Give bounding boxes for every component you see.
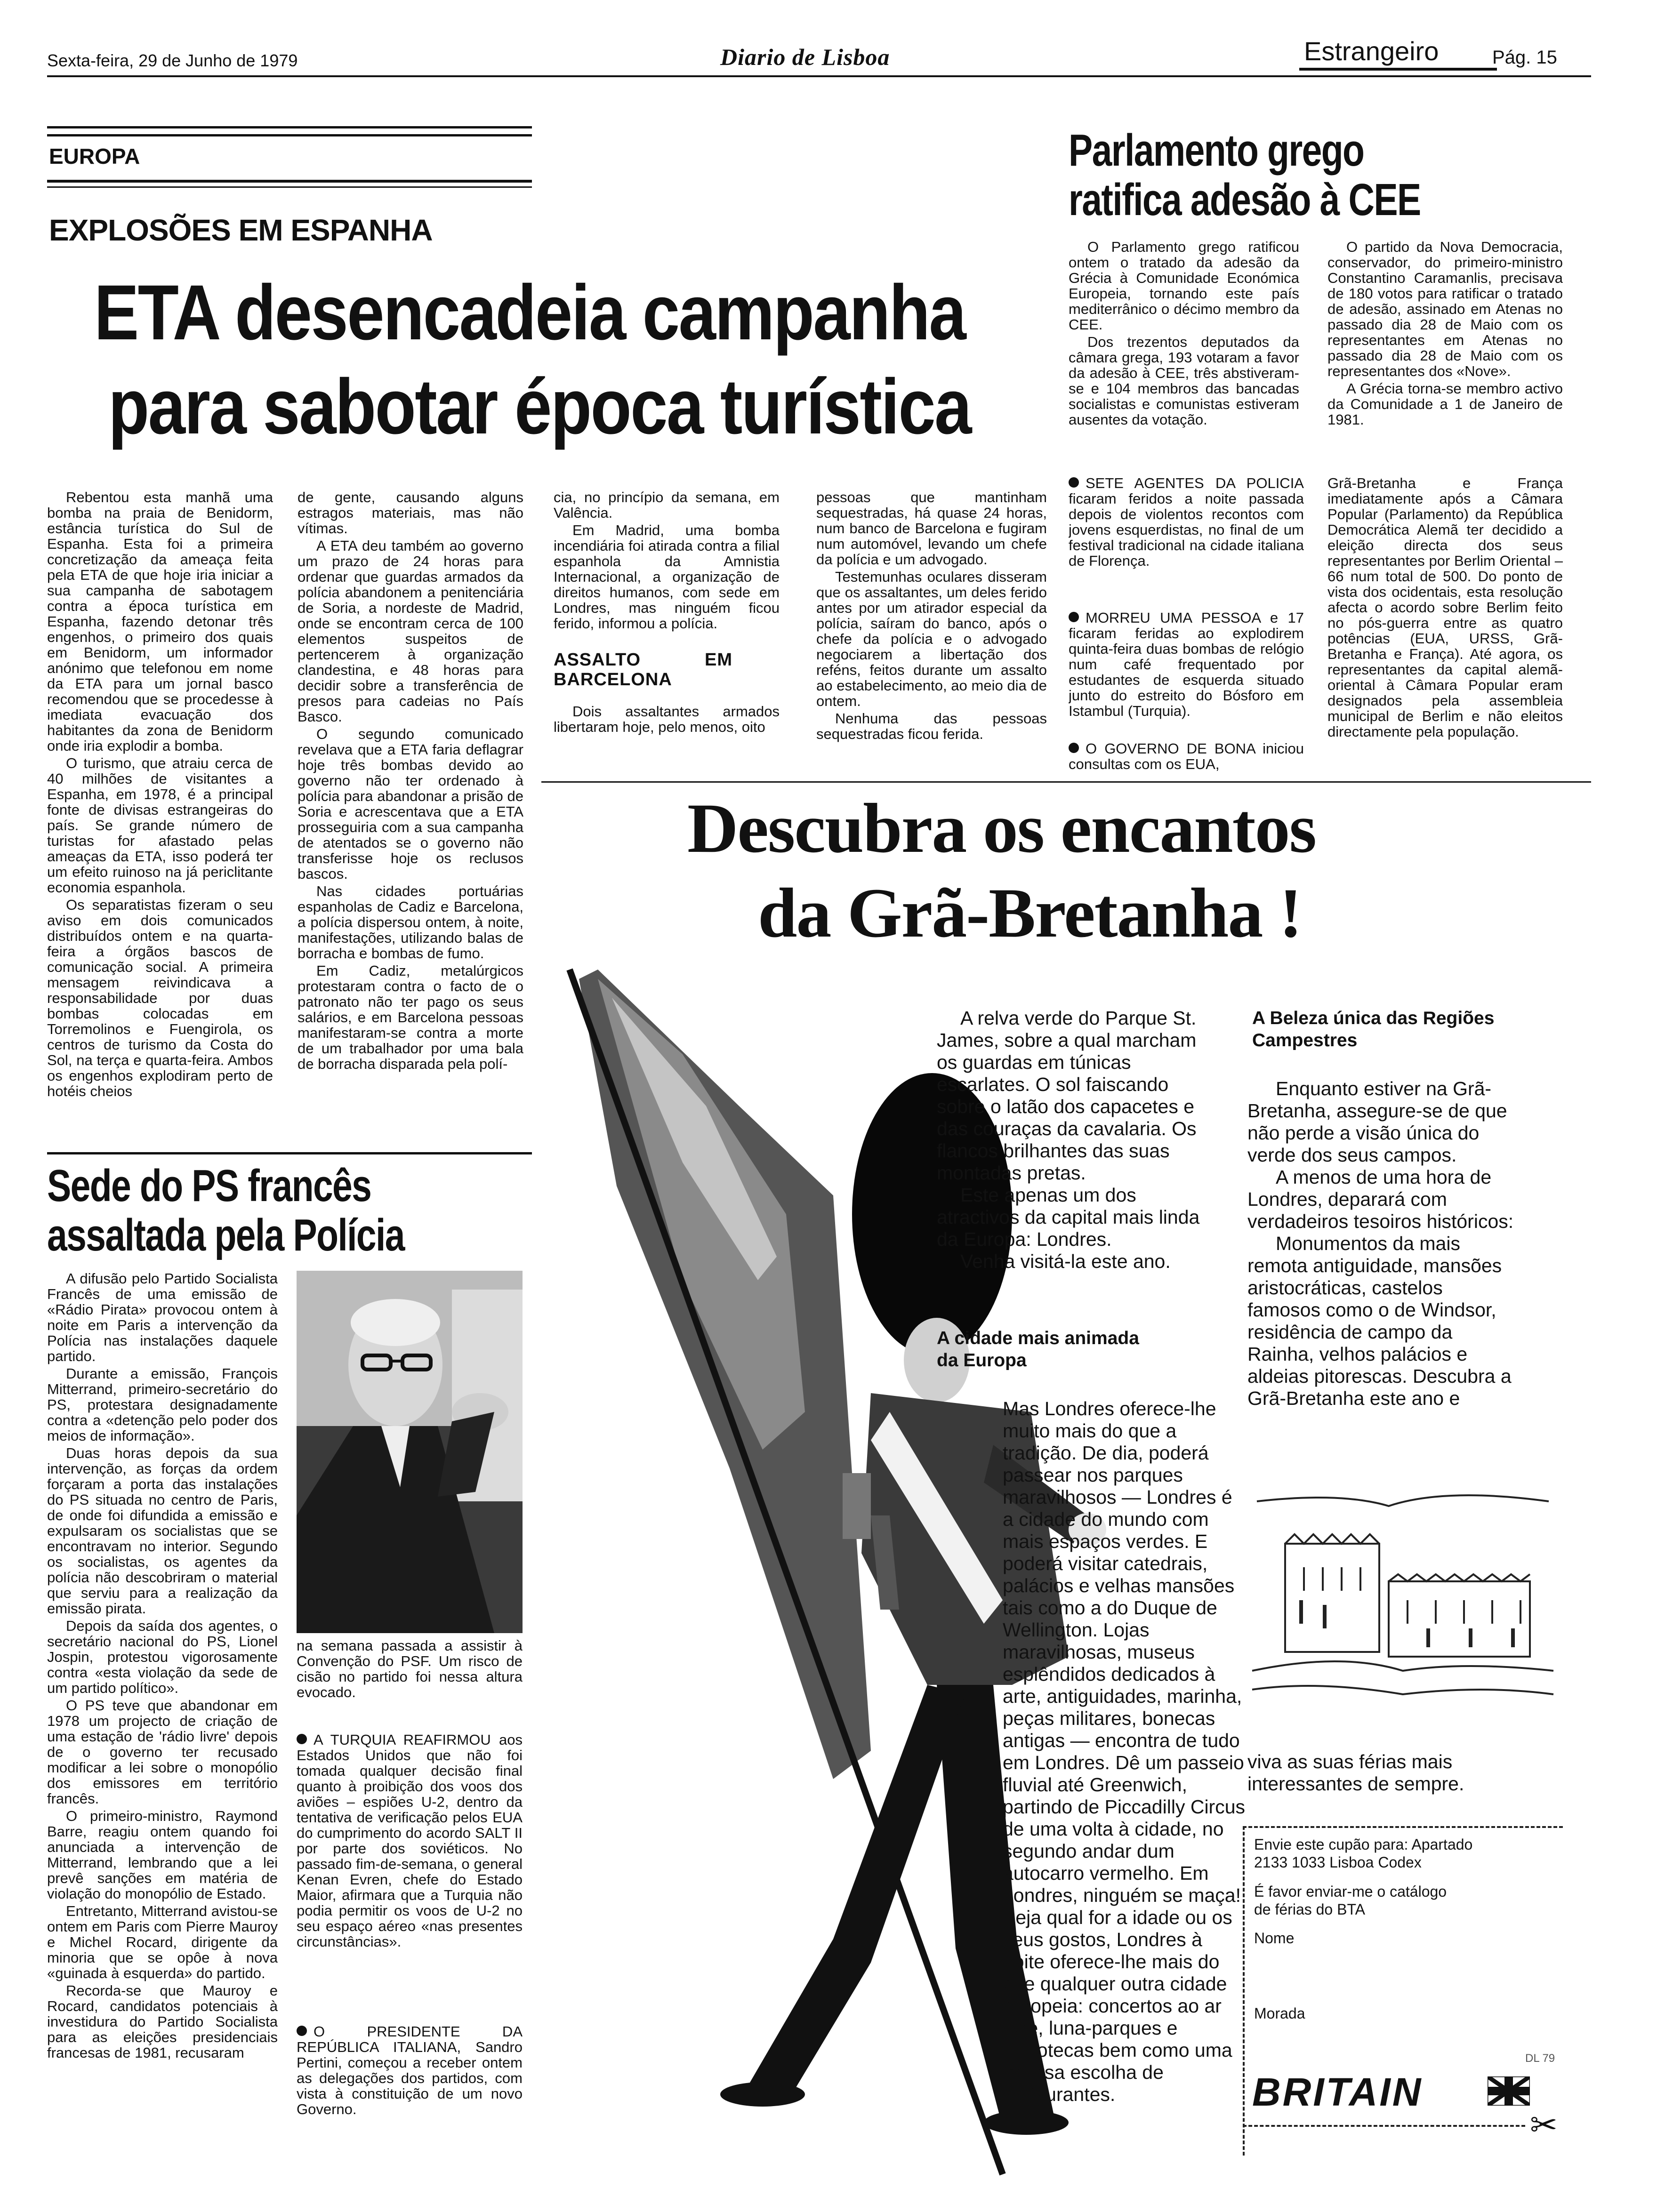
- brief-bona: [1069, 741, 1304, 774]
- britain-logo-text: BRITAIN: [1252, 2070, 1423, 2114]
- britain-logo: [1252, 2071, 1544, 2113]
- paragraph: Os separatistas fizeram o seu aviso em dois comunicados distribuídos ontem e na quarta-feira a órgãos bascos de comunicação social. A primeira mensagem reivindicava a responsabilidade por duas bombas colocadas em Torremolinos e Fuengirola, os centros de turismo da Costa do Sol, na terça e quarta-feira. Ambos os engenhos explodiram perto de hotéis cheios: [47, 897, 273, 1099]
- masthead-section: Estrangeiro: [1304, 36, 1439, 66]
- paragraph: Duas horas depois da sua intervenção, as forças da ordem forçaram a porta das instalações do PS situada no centro de Paris, de onde foi difundida a emissão e expulsaram os socialistas que se encontravam no interior. Segundo os socialistas, os agentes da polícia não descobriram o material que serviu para a realização da emissão pirata.: [47, 1445, 278, 1617]
- paragraph: cia, no princípio da semana, em Valência.: [554, 489, 780, 521]
- coupon-address: Envie este cupão para: Apartado 2133 1033 Lisboa Codex: [1254, 1836, 1473, 1871]
- brief-text: SETE AGENTES DA POLICIA ficaram feridos a noite passada depois de violentos recontos com jovens esquerdistas, no final de um festival tradicional na cidade italiana de Florença.: [1069, 475, 1304, 569]
- paragraph: Grã-Bretanha e França imediatamente após a Câmara Popular (Parlamento) da República Democrática Alemã ter decidido a eleição directa dos seus representantes por Berlim Oriental – 66 num total de 500. Do ponto de vista dos ocidentais, esta resolução afecta o acordo sobre Berlim feito no pós-guerra entre as quatro potências (EUA, URSS, Grã-Bretanha e França). Até agora, os representantes da capital alemã-oriental à Câmara Popular eram designados pela assembleia municipal de Berlim e não eleitos directamente pela população.: [1327, 475, 1563, 740]
- paragraph: A Grécia torna-se membro activo da Comunidade a 1 de Janeiro de 1981.: [1327, 380, 1563, 428]
- paragraph: Este apenas um dos atractivos da capital mais linda da Europa: Londres.: [937, 1184, 1200, 1250]
- ad-headline-line2: da Grã-Bretanha !: [758, 874, 1302, 952]
- mitterrand-portrait-illustration: [297, 1271, 523, 1633]
- subheading-assalto: ASSALTO EM BARCELONA: [554, 650, 732, 689]
- coupon-left-border: [1243, 1826, 1245, 2156]
- paragraph: A difusão pelo Partido Socialista Francês de uma emissão de «Rádio Pirata» provocou ontem à noite em Paris a intervenção da Polícia nas instalações daquele partido.: [47, 1271, 278, 1364]
- europa-kicker: EXPLOSÕES EM ESPANHA: [49, 213, 433, 247]
- paragraph: O segundo comunicado revelava que a ETA faria deflagrar hoje três bombas devido ao governo não ter ordenado à polícia para abandonar a prisão de Soria e acrescentava que a ETA prosseguiria com a sua campanha de atentados se o governo não transferisse hoje os reclusos bascos.: [298, 726, 523, 882]
- paragraph: Depois da saída dos agentes, o secretário nacional do PS, Lionel Jospin, protestou vigorosamente contra «esta violação da sede de um partido político».: [47, 1618, 278, 1696]
- europa-label: EUROPA: [49, 144, 140, 168]
- coupon: [1243, 1826, 1572, 2203]
- paragraph: Recorda-se que Mauroy e Rocard, candidatos potenciais à investidura do Partido Socialista para as eleições presidenciais francesas de 1981, recusaram: [47, 1982, 278, 2061]
- ad-intro-text: [937, 1007, 1219, 1273]
- brief-presidente: [297, 2024, 523, 2141]
- paragraph: Nenhuma das pessoas sequestradas ficou ferida.: [816, 710, 1047, 742]
- grego-headline-line2: ratifica adesão à CEE: [1069, 175, 1421, 225]
- europa-label-rule-2: [47, 186, 532, 188]
- brief-sete-agentes: [1069, 475, 1304, 602]
- paragraph: Nas cidades portuárias espanholas de Cadiz e Barcelona, a polícia dispersou ontem, à noite, manifestações, utilizando balas de borracha e bombas de fumo.: [298, 883, 523, 962]
- paragraph: Dois assaltantes armados libertaram hoje, pelo menos, oito: [554, 703, 780, 735]
- paragraph: Em Madrid, uma bomba incendiária foi atirada contra a filial espanhola da Amnistia Internacional, a organização de direitos humanos, com sede em Londres, mas ninguém ficou ferido, informou a polícia.: [554, 522, 780, 632]
- grego-column-1: [1069, 239, 1299, 503]
- bullet-icon: [1069, 612, 1079, 622]
- europa-headline-line1: ETA desencadeia campanha: [94, 269, 965, 356]
- bullet-icon: [297, 2026, 307, 2036]
- paragraph: O PS teve que abandonar em 1978 um projecto de criação de uma estação de 'rádio livre' depois de o governo ter recusado modificar a lei sobre o monopólio dos emissores em território francês.: [47, 1697, 278, 1807]
- ps-headline-line1: Sede do PS francês: [47, 1161, 371, 1211]
- ad-subheading-campestres: A Beleza única das Regiões Campestres: [1252, 1008, 1495, 1050]
- ad-closing-text: viva as suas férias mais interessantes de sempre.: [1247, 1751, 1464, 1795]
- masthead-paper-name: Diario de Lisboa: [720, 44, 890, 70]
- europa-headline-line2: para sabotar época turística: [108, 363, 971, 450]
- coupon-name-label: Nome: [1254, 1930, 1295, 1947]
- europa-top-rule: [47, 126, 532, 128]
- masthead-date: Sexta-feira, 29 de Junho de 1979: [47, 51, 298, 70]
- europa-column-4: [816, 489, 1047, 762]
- coupon-morada-label: Morada: [1254, 2005, 1305, 2022]
- paragraph: Rebentou esta manhã uma bomba na praia de Benidorm, estância turística do Sul de Espanha. Esta foi a primeira concretização da ameaça feita pela ETA de que hoje iria iniciar a sua campanha de sabotagem contra a época turística em Espanha, fazendo detonar três engenhos, o primeiro dos quais em Benidorm, um informador anónimo que telefonou em nome da ETA para um jornal basco recomendou que se procedesse à imediata evacuação dos habitantes da zona de Benidorm onde iria explodir a bomba.: [47, 489, 273, 754]
- photo-caption: [297, 1638, 523, 1723]
- caption-text: na semana passada a assistir à Convenção do PSF. Um risco de cisão no partido foi nessa altura evocado.: [297, 1638, 523, 1700]
- paragraph: Entretanto, Mitterrand avistou-se ontem em Paris com Pierre Mauroy e Michel Rocard, dirigente da minoria que se opôe à nova «guinada à esquerda» do partido.: [47, 1903, 278, 1981]
- ad-headline-line1: Descubra os encantos: [687, 789, 1316, 867]
- paragraph: O primeiro-ministro, Raymond Barre, reagiu ontem quando foi anunciada a intervenção de Mitterrand, lembrando que a lei prevê sanções em matéria de violação do monopólio de Estado.: [47, 1808, 278, 1902]
- coupon-top-border: [1243, 1826, 1563, 1828]
- ad-top-rule: [541, 781, 1591, 783]
- paragraph: Dos trezentos deputados da câmara grega, 193 votaram a favor da adesão à CEE, três abstiveram-se e 104 membros das bancadas socialistas e comunistas estiveram ausentes da votação.: [1069, 334, 1299, 428]
- coupon-bottom-border: [1243, 2125, 1525, 2127]
- paragraph: Mas Londres oferece-lhe muito mais do que a tradição. De dia, poderá passear nos parques maravilhosos — Londres é a cidade do mundo com mais espaços verdes. E poderá visitar catedrais, palácios e velhas mansões tais como a do Duque de Wellington. Lojas maravilhosas, museus esplêndidos dedicados à arte, antiguidades, marinha, peças militares, bonecas antigas — encontra de tudo em Londres. Dê um passeio fluvial até Greenwich, partindo de Piccadilly Circus de uma volta à cidade, no segundo andar dum autocarro vermelho. Em Londres, ninguém se maça! Seja qual for a idade ou os seus gostos, Londres à noite oferece-lhe mais do que qualquer outra cidade europeia: concertos ao ar livre, luna-parques e discotecas bem como uma imensa escolha de restaurantes.: [1003, 1398, 1246, 2105]
- coupon-code: DL 79: [1525, 2052, 1555, 2065]
- paragraph: A relva verde do Parque St. James, sobre a qual marcham os guardas em túnicas escarlates. O sol faiscando sobre o latão dos capacetes e das couraças da cavalaria. Os flancos brilhantes das suas montadas pretas.: [937, 1007, 1197, 1184]
- paragraph: O partido da Nova Democracia, conservador, do primeiro-ministro Constantino Caramanlis, precisava de 180 votos para ratificar o tratado de adesão, assinado em Atenas no passado dia 28 de Maio com os representantes em Atenas no passado dia 28 de Maio com os representantes dos «Nove».: [1327, 239, 1563, 379]
- europa-column-1: [47, 489, 273, 1137]
- ad-subheading-cidade: A cidade mais animada da Europa: [937, 1328, 1139, 1370]
- mitterrand-photo: [297, 1271, 523, 1633]
- paragraph: de gente, causando alguns estragos materiais, mas não vítimas.: [298, 489, 523, 537]
- grego-column-2: [1327, 239, 1563, 503]
- brief-text: A TURQUIA REAFIRMOU aos Estados Unidos que não foi tomada qualquer decisão final quanto à proibição dos voos dos aviões – espiões U-2, dentro da tentativa de verificação pelos EUA do cumprimento do acordo SALT II por parte dos soviéticos. No passado fim-de-semana, o general Kenan Evren, chefe do Estado Maior, afirmara que a Turquia não podia permitir os voos de U-2 no seu espaço aéreo «nas presentes circunstâncias».: [297, 1732, 523, 1950]
- paragraph: pessoas que mantinham sequestradas, há quase 24 horas, num banco de Barcelona e fugiram num automóvel, levando um chefe da polícia e um advogado.: [816, 489, 1047, 568]
- europa-column-2: [298, 489, 523, 1137]
- coupon-name-field[interactable]: [1254, 1930, 1555, 2000]
- paragraph: Durante a emissão, François Mitterrand, primeiro-secretário do PS, protestara designadamente contra a «detenção pelo poder dos meios de informação».: [47, 1365, 278, 1444]
- ad-cidade-text: [937, 1398, 1247, 2170]
- union-jack-icon: [1488, 2076, 1530, 2106]
- windsor-castle-sketch: [1247, 1473, 1558, 1718]
- bullet-icon: [297, 1734, 307, 1744]
- paragraph: Venha visitá-la este ano.: [960, 1250, 1171, 1272]
- bullet-icon: [1069, 477, 1079, 488]
- paragraph: O Parlamento grego ratificou ontem o tratado da adesão da Grécia à Comunidade Económica Europeia, tornando este país mediterrânico o décimo membro da CEE.: [1069, 239, 1299, 333]
- brief-text: O PRESIDENTE DA REPÚBLICA ITALIANA, Sandro Pertini, começou a receber ontem as delegações dos partidos, com vista à constituição de um novo Governo.: [297, 2024, 523, 2117]
- bullet-icon: [1069, 743, 1079, 753]
- paragraph: Em Cadiz, metalúrgicos protestaram contra o facto de o patronato não ter pago os seus salários, e em Barcelona pessoas manifestaram-se contra a morte de um trabalhador por uma bala de borracha disparada pela polí-: [298, 962, 523, 1072]
- brief-text: O GOVERNO DE BONA iniciou consultas com os EUA,: [1069, 741, 1304, 772]
- coupon-request: É favor enviar-me o catálogo de férias do BTA: [1254, 1883, 1447, 1918]
- paragraph: Testemunhas oculares disseram que os assaltantes, um deles ferido antes por um atirador especial da polícia, saíram do banco, após o chefe da polícia e o advogado negociarem a libertação dos reféns, feitos durante um assalto ao estabelecimento, ao meio dia de ontem.: [816, 569, 1047, 709]
- brief-berlim-continuation: [1327, 475, 1563, 777]
- paragraph: A ETA deu também ao governo um prazo de 24 horas para ordenar que guardas armados da polícia abandonem a penitenciária de Soria, a nordeste de Madrid, onde se encontram cerca de 100 elementos suspeitos de pertencerem à organização clandestina, e 48 horas para decidir sobre a transferência de presos para cadeias no País Basco.: [298, 537, 523, 725]
- masthead-rule: [47, 75, 1591, 77]
- paragraph: A menos de uma hora de Londres, deparará com verdadeiros tesoiros históricos:: [1247, 1166, 1514, 1232]
- ps-column: [47, 1271, 278, 2198]
- masthead-page: Pág. 15: [1492, 47, 1557, 68]
- paragraph: Monumentos da mais remota antiguidade, mansões aristocráticas, castelos famosos como o de Windsor, residência de campo da Rainha, velhos palácios e aldeias pitorescas. Descubra a Grã-Bretanha este ano e: [1247, 1233, 1512, 1409]
- ad-campestres-text: [1247, 1078, 1520, 1410]
- paragraph: O turismo, que atraiu cerca de 40 milhões de visitantes a Espanha, em 1978, é a principal fonte de divisas estrangeiras do país. Se grande número de turistas for afastado pelas ameaças da ETA, isso poderá ter um efeito ruinoso na já periclitante economia espanhola.: [47, 755, 273, 896]
- paragraph: Enquanto estiver na Grã-Bretanha, assegure-se de que não perde a visão única do verde dos seus campos.: [1247, 1078, 1507, 1166]
- brief-text: MORREU UMA PESSOA e 17 ficaram feridas ao explodirem quinta-feira duas bombas de relógio num café frequentado por estudantes de esquerda situado junto do estreito do Bósforo em Istambul (Turquia).: [1069, 610, 1304, 719]
- ps-headline-line2: assaltada pela Polícia: [47, 1210, 404, 1260]
- brief-morreu: [1069, 610, 1304, 732]
- grego-headline-line1: Parlamento grego: [1069, 125, 1364, 176]
- europa-label-rule: [47, 180, 532, 183]
- masthead-rule-section: [1299, 68, 1497, 71]
- ps-top-rule: [47, 1152, 532, 1154]
- brief-turquia: [297, 1732, 523, 2019]
- scissors-icon: ✂: [1530, 2107, 1558, 2143]
- europa-column-3: [554, 489, 780, 758]
- europa-top-rule-2: [47, 134, 532, 136]
